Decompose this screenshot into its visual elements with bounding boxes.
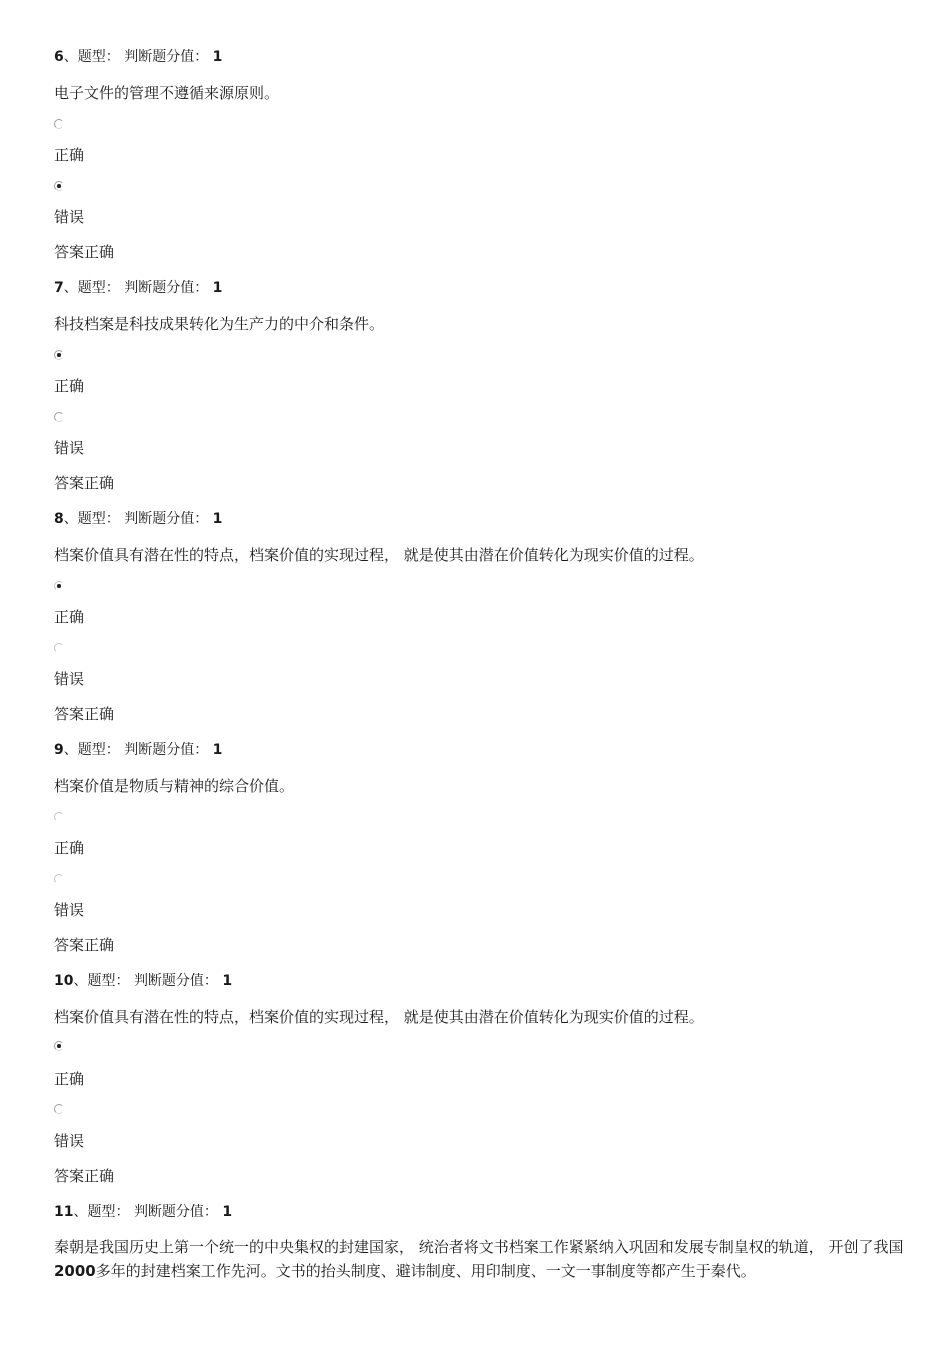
- answer-status: 答案正确: [54, 243, 115, 261]
- question-header: [54, 972, 232, 990]
- question-header: [54, 741, 222, 759]
- option-true-label: 正确: [54, 608, 85, 626]
- radio-true[interactable]: [54, 350, 64, 360]
- option-true-label: 正确: [54, 377, 85, 395]
- question-stem: 档案价值具有潜在性的特点，档案价值的实现过程， 就是使其由潜在价值转化为现实价值的过程。: [54, 1008, 704, 1026]
- question-header: [54, 48, 222, 66]
- type-prefix: 、题型：: [73, 973, 130, 989]
- question-header: [54, 279, 222, 297]
- type-prefix: 、题型：: [63, 511, 120, 527]
- radio-true[interactable]: [54, 812, 64, 822]
- type-name: 判断题分值：: [124, 280, 209, 296]
- question-score: 1: [222, 973, 233, 989]
- radio-false[interactable]: [54, 181, 64, 191]
- question-score: 1: [212, 511, 223, 527]
- answer-status: 答案正确: [54, 936, 115, 954]
- radio-false[interactable]: [54, 874, 64, 884]
- radio-false[interactable]: [54, 1104, 64, 1114]
- question-score: 1: [212, 280, 223, 296]
- question-number: 11: [54, 1204, 74, 1220]
- question-number: 10: [54, 973, 74, 989]
- question-score: 1: [212, 742, 223, 758]
- option-false-label: 错误: [54, 208, 85, 226]
- option-false-label: 错误: [54, 439, 85, 457]
- option-false-label: 错误: [54, 1132, 85, 1150]
- type-prefix: 、题型：: [63, 280, 120, 296]
- type-name: 判断题分值：: [124, 49, 209, 65]
- question-stem: 电子文件的管理不遵循来源原则。: [54, 84, 280, 102]
- answer-status: 答案正确: [54, 705, 115, 723]
- option-true-label: 正确: [54, 1070, 85, 1088]
- question-stem: 科技档案是科技成果转化为生产力的中介和条件。: [54, 315, 385, 333]
- stem-part-1: 秦朝是我国历史上第一个统一的中央集权的封建国家， 统治者将文书档案工作紧紧纳入巩固和发展专制皇权的轨道， 开创了我国: [54, 1238, 904, 1256]
- question-stem: 档案价值是物质与精神的综合价值。: [54, 777, 295, 795]
- radio-true[interactable]: [54, 1041, 64, 1051]
- type-name: 判断题分值：: [124, 742, 209, 758]
- question-header: [54, 1203, 232, 1221]
- type-name: 判断题分值：: [124, 511, 209, 527]
- question-score: 1: [212, 49, 223, 65]
- option-true-label: 正确: [54, 839, 85, 857]
- question-stem: [54, 1235, 904, 1283]
- option-false-label: 错误: [54, 670, 85, 688]
- answer-status: 答案正确: [54, 1167, 115, 1185]
- type-prefix: 、题型：: [63, 49, 120, 65]
- type-name: 判断题分值：: [133, 1204, 218, 1220]
- type-name: 判断题分值：: [133, 973, 218, 989]
- type-prefix: 、题型：: [63, 742, 120, 758]
- question-number: 7: [54, 280, 64, 296]
- type-prefix: 、题型：: [73, 1204, 130, 1220]
- radio-false[interactable]: [54, 412, 64, 422]
- question-number: 6: [54, 49, 64, 65]
- radio-true[interactable]: [54, 119, 64, 129]
- stem-bold-number: 2000: [54, 1262, 96, 1280]
- question-header: [54, 510, 222, 528]
- question-stem: 档案价值具有潜在性的特点，档案价值的实现过程， 就是使其由潜在价值转化为现实价值的过程。: [54, 546, 704, 564]
- question-score: 1: [222, 1204, 233, 1220]
- radio-false[interactable]: [54, 643, 64, 653]
- option-true-label: 正确: [54, 146, 85, 164]
- answer-status: 答案正确: [54, 474, 115, 492]
- stem-part-2: 多年的封建档案工作先河。文书的抬头制度、避讳制度、用印制度、一文一事制度等都产生于秦代。: [95, 1262, 756, 1280]
- question-number: 8: [54, 511, 64, 527]
- question-number: 9: [54, 742, 64, 758]
- option-false-label: 错误: [54, 901, 85, 919]
- radio-true[interactable]: [54, 581, 64, 591]
